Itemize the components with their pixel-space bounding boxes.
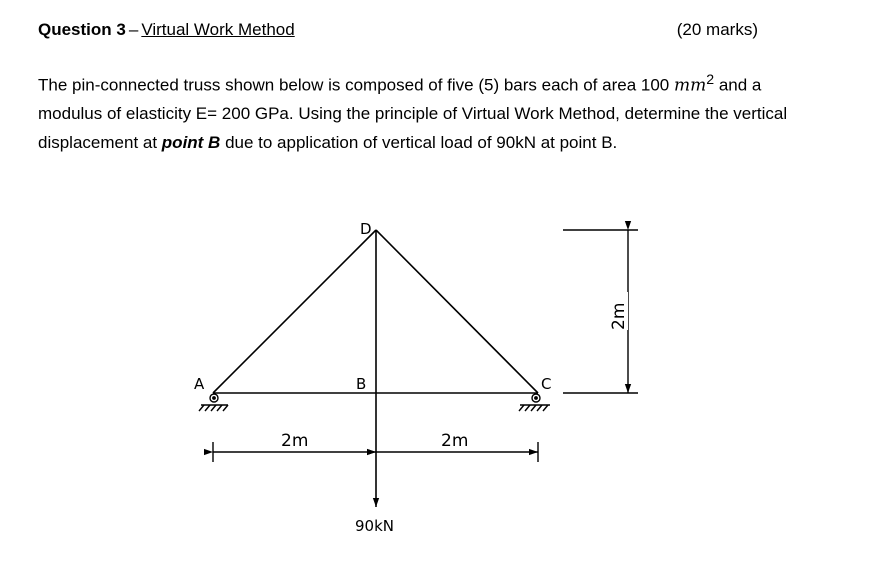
node-label-c: C xyxy=(541,375,552,393)
dimension-height-label: 2m xyxy=(609,302,629,330)
problem-text-part2: and a modulus of elasticity E= 200 GPa. Using the principle of Virtual Work Method, determine the vertical displacement at xyxy=(38,75,788,152)
title-dash: – xyxy=(128,20,139,39)
problem-text-part3: due to application of vertical load of 90kN at point B. xyxy=(220,132,618,152)
dimension-left-label: 2m xyxy=(281,431,309,451)
question-marks: (20 marks) xyxy=(676,20,758,39)
support-a xyxy=(199,394,228,411)
node-label-d: D xyxy=(360,220,372,238)
point-b-emphasis: point B xyxy=(161,132,221,152)
truss-members xyxy=(213,230,538,393)
area-exponent: 2 xyxy=(706,72,715,88)
area-unit: mm xyxy=(673,75,707,96)
member-dc xyxy=(376,230,538,393)
node-label-a: A xyxy=(194,375,205,393)
question-topic: Virtual Work Method xyxy=(141,20,295,39)
node-label-b: B xyxy=(356,375,367,393)
problem-text-part1: The pin-connected truss shown below is composed of five (5) bars each of area 100 xyxy=(38,75,674,95)
load-label: 90kN xyxy=(355,517,394,535)
member-ad xyxy=(213,230,376,393)
support-c xyxy=(519,394,550,411)
dimension-right-label: 2m xyxy=(441,431,469,451)
question-label: Question 3 xyxy=(38,20,126,39)
